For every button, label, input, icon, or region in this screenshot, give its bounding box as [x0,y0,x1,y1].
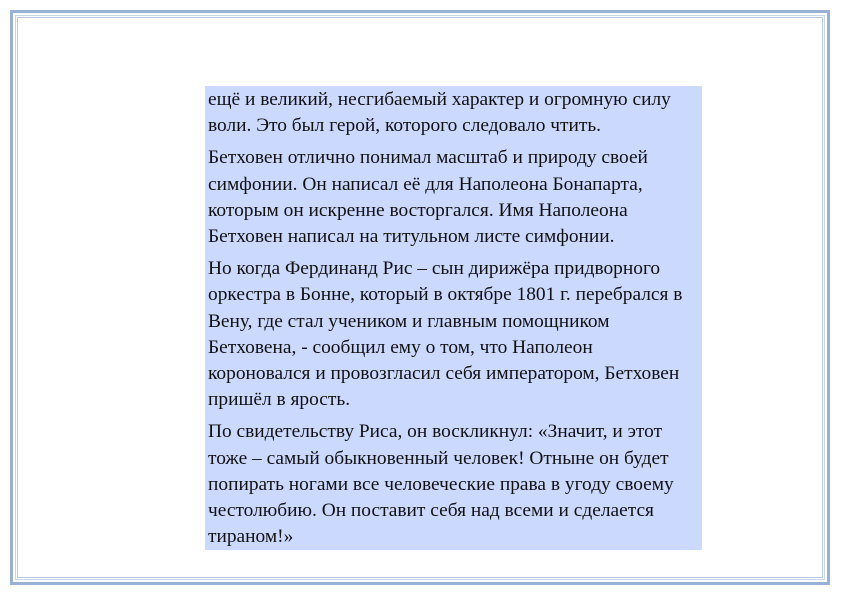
text-box [205,86,702,550]
paragraph-3: Но когда Фердинанд Рис – сын дирижёра придворного оркестра в Бонне, который в октябре 1801 г. перебрался в Вену, где стал учеником и главным помощником Бетховена, - сообщил ему о том, что Наполеон короновался и провозгласил себя императором, Бетховен пришёл в ярость. [208,258,683,411]
paragraph-2: Бетховен отлично понимал масштаб и природу своей симфонии. Он написал её для Наполеона Бонапарта, которым он искренне восторгался. Имя Наполеона Бетховен написал на титульном листе симфонии. [208,147,648,248]
paragraph-4: По свидетельству Риса, он воскликнул: «Значит, и этот тоже – самый обыкновенный человек! Отныне он будет попирать ногами все человеческие права в угоду своему честолюбию. Он поставит себя над всеми и сделается тираном!» [208,421,674,548]
paragraph-1: ещё и великий, несгибаемый характер и огромную силу воли. Это был герой, которого следовало чтить. [208,89,671,137]
